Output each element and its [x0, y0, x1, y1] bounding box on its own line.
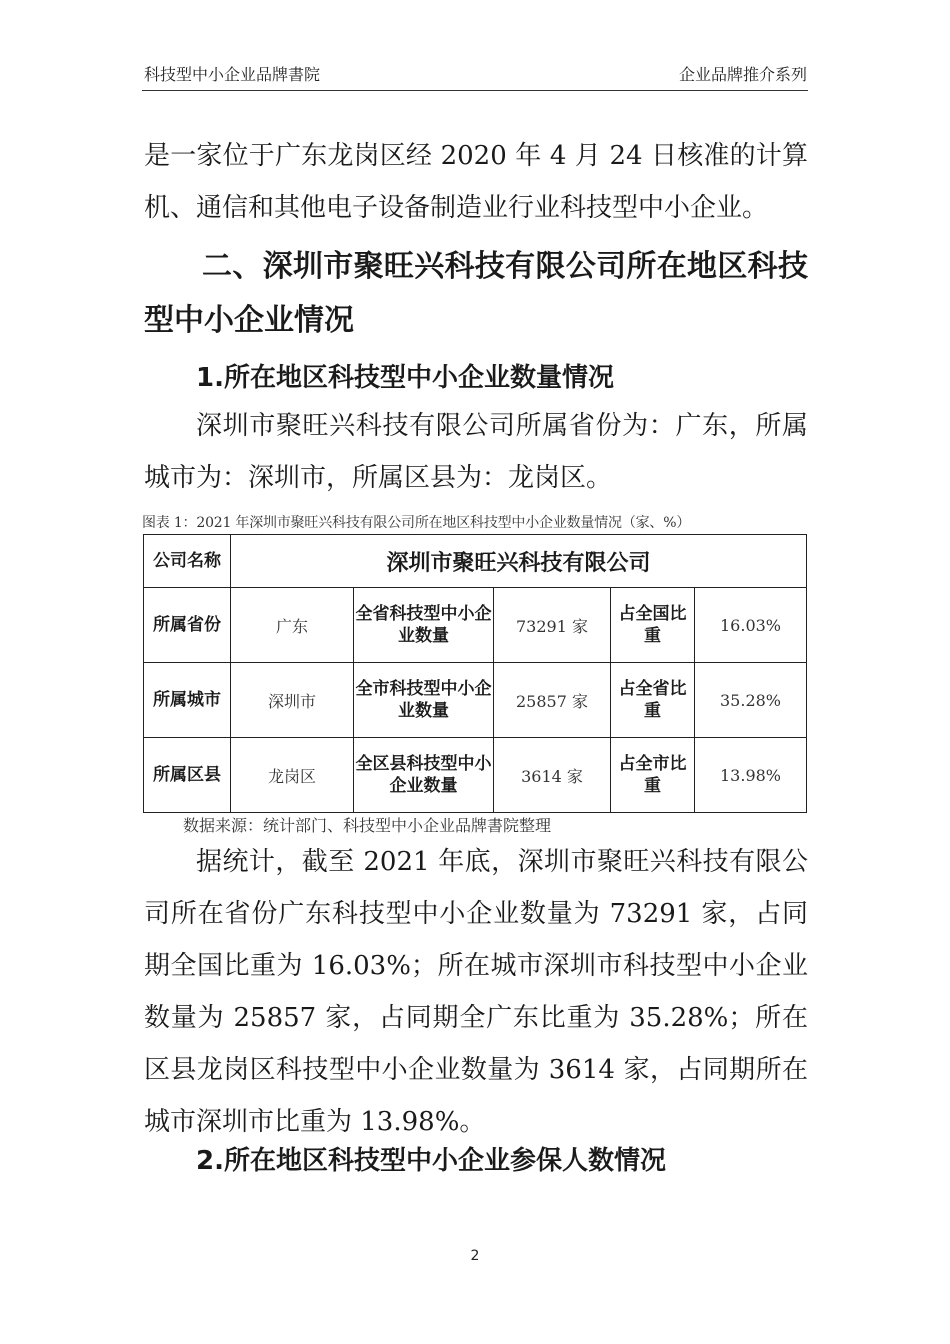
- header-left-title: 科技型中小企业品牌書院: [144, 65, 321, 84]
- page-number: 2: [470, 1248, 480, 1264]
- row-label: 所属城市: [144, 663, 231, 738]
- stats-table: [143, 534, 807, 813]
- count-value: 73291 家: [494, 588, 611, 663]
- data-source-note: 数据来源：统计部门、科技型中小企业品牌書院整理: [183, 816, 552, 835]
- subsection-title-2: 2.所在地区科技型中小企业参保人数情况: [196, 1146, 666, 1176]
- share-label: 占全省比重: [611, 663, 695, 738]
- region-value: 深圳市: [231, 663, 354, 738]
- share-label: 占全国比重: [611, 588, 695, 663]
- share-value: 35.28%: [695, 663, 807, 738]
- paragraph-location: 深圳市聚旺兴科技有限公司所属省份为：广东，所属城市为：深圳市，所属区县为：龙岗区。: [144, 411, 808, 493]
- count-label: 全市科技型中小企业数量: [354, 663, 494, 738]
- count-label: 全省科技型中小企业数量: [354, 588, 494, 663]
- table-caption: 图表 1：2021 年深圳市聚旺兴科技有限公司所在地区科技型中小企业数量情况（家、%）: [142, 515, 691, 531]
- subsection-title-1: 1.所在地区科技型中小企业数量情况: [196, 363, 614, 393]
- share-value: 13.98%: [695, 738, 807, 813]
- company-label-cell: 公司名称: [144, 535, 231, 588]
- region-value: 广东: [231, 588, 354, 663]
- region-value: 龙岗区: [231, 738, 354, 813]
- count-value: 25857 家: [494, 663, 611, 738]
- count-value: 3614 家: [494, 738, 611, 813]
- row-label: 所属区县: [144, 738, 231, 813]
- table-row: [144, 663, 807, 738]
- table-row: [144, 588, 807, 663]
- share-value: 16.03%: [695, 588, 807, 663]
- share-label: 占全市比重: [611, 738, 695, 813]
- paragraph-intro: 是一家位于广东龙岗区经 2020 年 4 月 24 日核准的计算机、通信和其他电子设备制造业行业科技型中小企业。: [144, 141, 808, 223]
- row-label: 所属省份: [144, 588, 231, 663]
- table-header-row: [144, 535, 807, 588]
- paragraph-statistics: 据统计，截至 2021 年底，深圳市聚旺兴科技有限公司所在省份广东科技型中小企业数量为 73291 家，占同期全国比重为 16.03%；所在城市深圳市科技型中小企业数量为 25857 家，占同期全广东比重为 35.28%；所在区县龙岗区科技型中小企业数量为 3614 家，占同期所在城市深圳市比重为 13.98%。: [144, 847, 808, 1137]
- company-name-cell: 深圳市聚旺兴科技有限公司: [231, 535, 807, 588]
- count-label: 全区县科技型中小企业数量: [354, 738, 494, 813]
- header-divider: [142, 90, 808, 91]
- table-row: [144, 738, 807, 813]
- section-title: 二、深圳市聚旺兴科技有限公司所在地区科技型中小企业情况: [144, 249, 808, 338]
- header-right-title: 企业品牌推介系列: [678, 65, 807, 84]
